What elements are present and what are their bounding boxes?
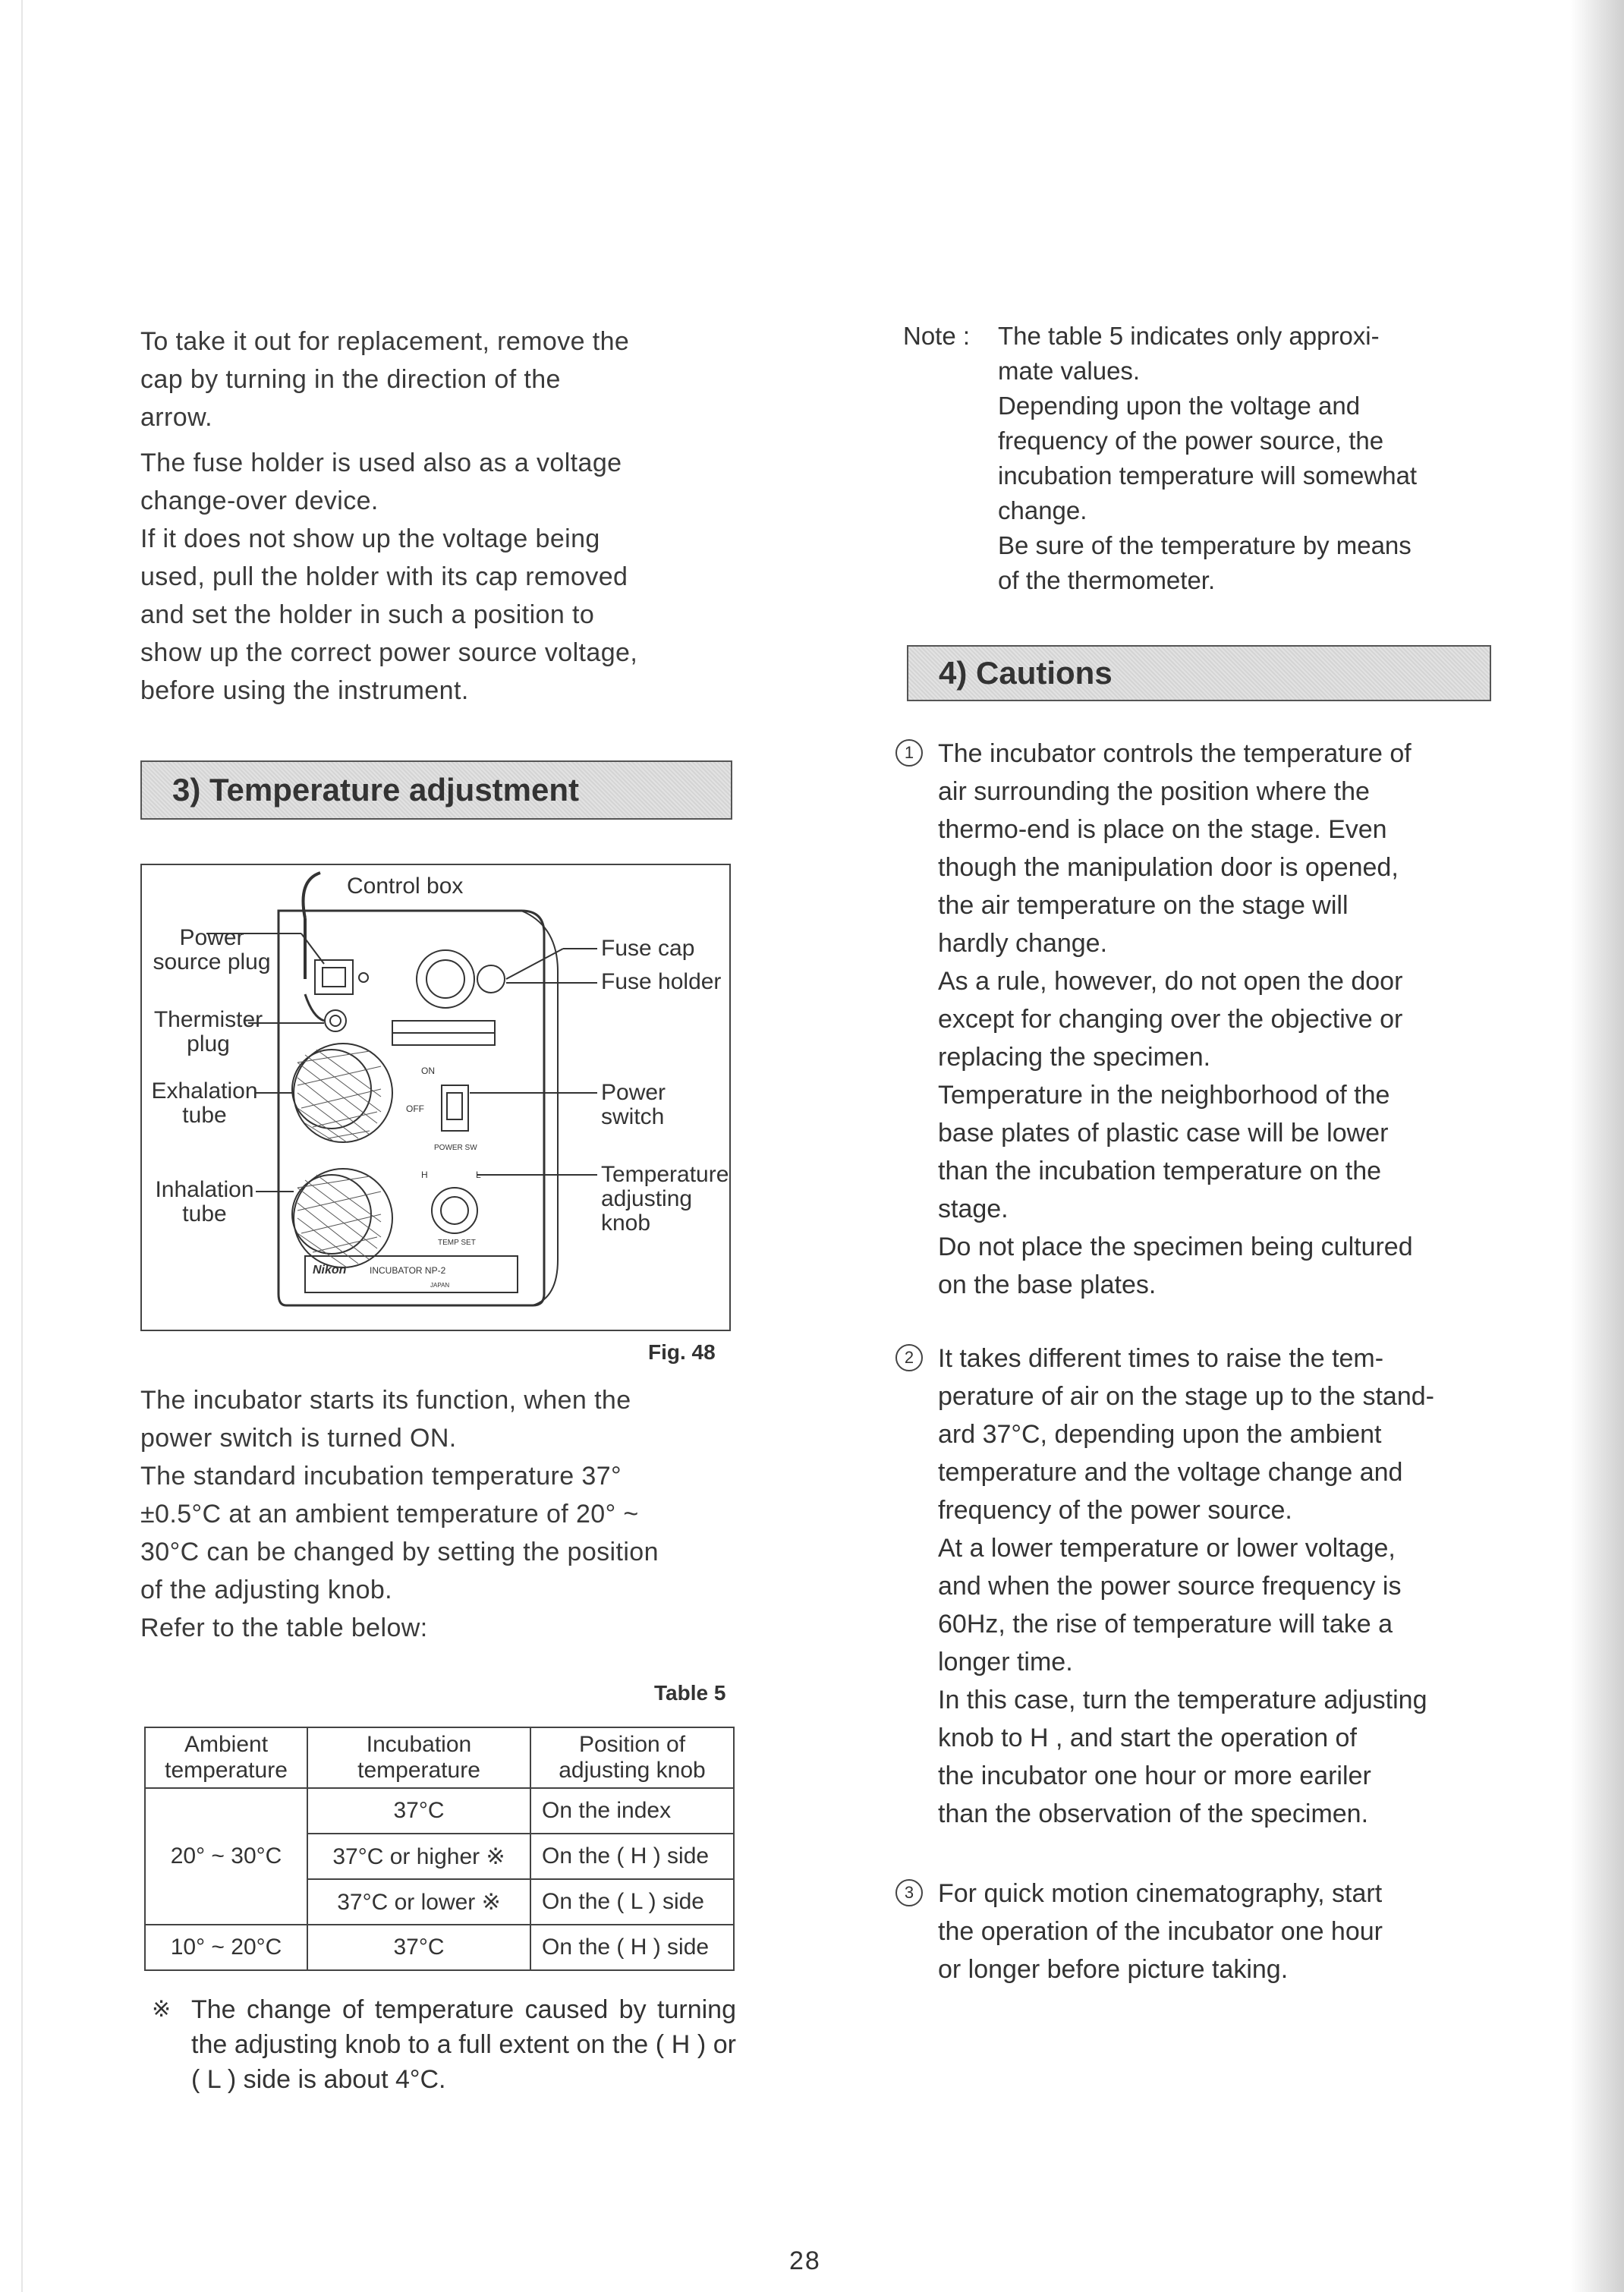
- text-line: on the base plates.: [938, 1270, 1157, 1299]
- cell-position: On the ( H ) side: [530, 1925, 734, 1970]
- table-row: [145, 1788, 734, 1834]
- text-line: It takes different times to raise the tem-: [938, 1344, 1384, 1373]
- cell-ambient: 10° ~ 20°C: [145, 1925, 307, 1970]
- cell-position: On the ( L ) side: [530, 1879, 734, 1925]
- text-line: Refer to the table below:: [140, 1614, 428, 1642]
- text-line: Temperature in the neighborhood of the: [938, 1081, 1390, 1110]
- label-inhalation-tube: Inhalation tube: [155, 1177, 254, 1226]
- temp-set-label: TEMP SET: [438, 1239, 476, 1247]
- text-line: perature of air on the stage up to the stand-: [938, 1382, 1434, 1411]
- text-line: incubation temperature will somewhat: [998, 461, 1418, 490]
- caution-number: 3: [895, 1879, 923, 1906]
- text-line: power switch is turned ON.: [140, 1424, 457, 1453]
- text-line: of the adjusting knob.: [140, 1576, 393, 1604]
- text-line: change-over device.: [140, 486, 379, 515]
- cell-ambient: 20° ~ 30°C: [145, 1788, 307, 1925]
- country-label: JAPAN: [430, 1282, 450, 1289]
- caution-number: 1: [895, 739, 923, 767]
- model-label: INCUBATOR NP-2: [370, 1265, 446, 1276]
- text-line: The table 5 indicates only approxi-: [998, 322, 1380, 350]
- caution-number: 2: [895, 1344, 923, 1371]
- section-heading-temperature: [140, 760, 732, 820]
- text-line: Be sure of the temperature by means: [998, 531, 1412, 559]
- header-ambient: Ambient temperature: [145, 1727, 307, 1788]
- text-line: than the incubation temperature on the: [938, 1157, 1382, 1185]
- text-line: stage.: [938, 1195, 1009, 1223]
- label-control-box: Control box: [347, 874, 464, 899]
- figure-control-box: [140, 864, 731, 1331]
- text-line: arrow.: [140, 403, 212, 432]
- table-row: [145, 1925, 734, 1970]
- knob-l-label: L: [476, 1170, 481, 1180]
- label-fuse-cap: Fuse cap: [601, 936, 695, 961]
- label-power-switch: Power switch: [601, 1080, 666, 1129]
- text-line: cap by turning in the direction of the: [140, 365, 561, 394]
- text-line: If it does not show up the voltage being: [140, 524, 600, 553]
- text-line: than the observation of the specimen.: [938, 1799, 1369, 1828]
- figure-caption: Fig. 48: [648, 1340, 716, 1364]
- footnote-text: The change of temperature caused by turning the adjusting knob to a full extent on the ( H ) or ( L ) side is about 4°C.: [191, 1995, 736, 2094]
- caution-item-3: [895, 1875, 1495, 1988]
- text-line: base plates of plastic case will be lower: [938, 1119, 1389, 1148]
- text-line: Do not place the specimen being cultured: [938, 1233, 1413, 1261]
- text-line: At a lower temperature or lower voltage,: [938, 1534, 1396, 1563]
- text-line: mate values.: [998, 357, 1141, 385]
- table-caption: Table 5: [654, 1681, 726, 1705]
- section-heading-text: 3) Temperature adjustment: [172, 772, 580, 808]
- text-line: frequency of the power source, the: [998, 427, 1384, 455]
- table-header-row: [145, 1727, 734, 1788]
- text-line: temperature and the voltage change and: [938, 1458, 1403, 1487]
- text-line: except for changing over the objective or: [938, 1005, 1403, 1034]
- cell-incubation: 37°C: [307, 1788, 530, 1834]
- text-line: knob to H , and start the operation of: [938, 1724, 1357, 1752]
- header-incubation: Incubation temperature: [307, 1727, 530, 1788]
- text-line: The incubator controls the temperature of: [938, 739, 1412, 768]
- paragraph-incubator-function: [140, 1381, 740, 1654]
- label-thermister-plug: Thermister plug: [153, 1007, 263, 1056]
- text-line: show up the correct power source voltage,: [140, 638, 638, 667]
- text-line: To take it out for replacement, remove the: [140, 327, 630, 356]
- header-position: Position of adjusting knob: [530, 1727, 734, 1788]
- text-line: The incubator starts its function, when the: [140, 1386, 631, 1415]
- left-column: [140, 323, 740, 717]
- text-line: ±0.5°C at an ambient temperature of 20° ~: [140, 1500, 639, 1529]
- text-line: thermo-end is place on the stage. Even: [938, 815, 1387, 844]
- page-edge-shadow: [1571, 0, 1624, 2292]
- text-line: and set the holder in such a position to: [140, 600, 595, 629]
- caution-item-1: [895, 735, 1495, 1304]
- section-heading-cautions: [907, 645, 1491, 701]
- paragraph-fuse-holder: [140, 444, 740, 710]
- text-line: of the thermometer.: [998, 566, 1216, 594]
- label-fuse-holder: Fuse holder: [601, 969, 722, 994]
- knob-h-label: H: [421, 1170, 428, 1180]
- text-line: hardly change.: [938, 929, 1108, 958]
- text-line: though the manipulation door is opened,: [938, 853, 1399, 882]
- cell-position: On the index: [530, 1788, 734, 1834]
- text-line: frequency of the power source.: [938, 1496, 1292, 1525]
- text-line: In this case, turn the temperature adjusting: [938, 1686, 1427, 1714]
- text-line: longer time.: [938, 1648, 1073, 1676]
- text-line: before using the instrument.: [140, 676, 469, 705]
- label-exhalation-tube: Exhalation tube: [151, 1078, 258, 1128]
- cell-position: On the ( H ) side: [530, 1834, 734, 1879]
- text-line: ard 37°C, depending upon the ambient: [938, 1420, 1382, 1449]
- temperature-table: [144, 1727, 735, 1971]
- cell-incubation: 37°C: [307, 1925, 530, 1970]
- text-line: or longer before picture taking.: [938, 1955, 1289, 1984]
- switch-off-label: OFF: [406, 1103, 424, 1114]
- caution-item-2: [895, 1340, 1495, 1833]
- text-line: air surrounding the position where the: [938, 777, 1370, 806]
- section-heading-text: 4) Cautions: [939, 655, 1113, 691]
- text-line: For quick motion cinematography, start: [938, 1879, 1383, 1908]
- label-temperature-knob: Temperature adjusting knob: [601, 1162, 729, 1236]
- text-line: used, pull the holder with its cap removed: [140, 562, 628, 591]
- note-label: Note :: [903, 322, 971, 350]
- switch-on-label: ON: [421, 1066, 435, 1076]
- table-footnote: [152, 1992, 736, 2097]
- paragraph-fuse-replacement: [140, 323, 740, 436]
- text-line: replacing the specimen.: [938, 1043, 1211, 1072]
- page-edge-line: [21, 0, 23, 2292]
- text-line: 60Hz, the rise of temperature will take a: [938, 1610, 1393, 1639]
- note-body: [998, 319, 1495, 598]
- text-line: 30°C can be changed by setting the position: [140, 1538, 659, 1566]
- text-line: The standard incubation temperature 37°: [140, 1462, 622, 1491]
- text-line: the air temperature on the stage will: [938, 891, 1349, 920]
- text-line: the incubator one hour or more eariler: [938, 1762, 1371, 1790]
- text-line: Depending upon the voltage and: [998, 392, 1361, 420]
- label-power-source-plug: Power source plug: [153, 925, 271, 974]
- text-line: As a rule, however, do not open the door: [938, 967, 1403, 996]
- page-number: 28: [789, 2246, 821, 2275]
- power-sw-label: POWER SW: [434, 1144, 477, 1152]
- note-block: [903, 319, 1495, 598]
- cell-incubation: 37°C or lower ※: [307, 1879, 530, 1925]
- footnote-mark: ※: [152, 1997, 172, 2022]
- text-line: the operation of the incubator one hour: [938, 1917, 1383, 1946]
- text-line: The fuse holder is used also as a voltage: [140, 449, 622, 477]
- text-line: change.: [998, 496, 1087, 524]
- cell-incubation: 37°C or higher ※: [307, 1834, 530, 1879]
- text-line: and when the power source frequency is: [938, 1572, 1402, 1601]
- nikon-logo-text: Nikon: [313, 1264, 347, 1277]
